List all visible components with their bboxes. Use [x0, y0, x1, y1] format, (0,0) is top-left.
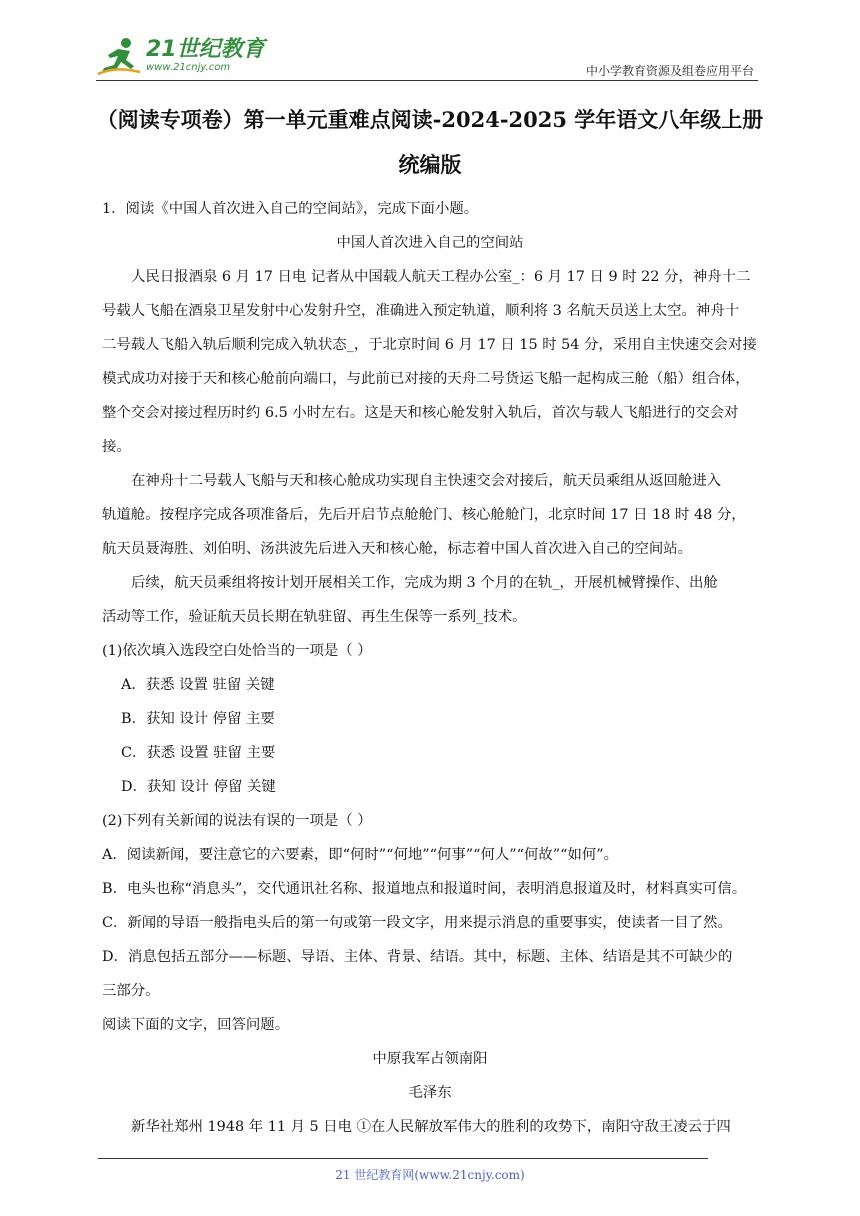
question-1-intro: 1．阅读《中国人首次进入自己的空间站》，完成下面小题。 [102, 201, 479, 217]
article-1-paragraph-2-line: 在神舟十二号载人飞船与天和核心舱成功实现自主快速交会对接后，航天员乘组从返回舱进入 [131, 473, 722, 489]
page-header [96, 36, 758, 80]
subquestion-2-option-b[interactable]: B．电头也称“消息头”，交代通讯社名称、报道地点和报道时间，表明消息报道及时，材料真实可信。 [102, 881, 747, 897]
header-divider [96, 80, 758, 81]
article-1-paragraph-1-line: 号载人飞船在酒泉卫星发射中心发射升空，准确进入预定轨道，顺利将 3 名航天员送上太空。神舟十 [102, 303, 740, 319]
article-1-paragraph-2-line: 轨道舱。按程序完成各项准备后，先后开启节点舱舱门、核心舱舱门，北京时间 17 日 18 时 48 分， [102, 507, 746, 523]
subquestion-2-option-d[interactable]: D．消息包括五部分——标题、导语、主体、背景、结语。其中，标题、主体、结语是其不可缺少的 [102, 949, 733, 965]
logo-brand-text: 21世纪教育 [146, 37, 265, 62]
article-1-paragraph-1-line: 整个交会对接过程历时约 6.5 小时左右。这是天和核心舱发射入轨后，首次与载人飞船进行的交会对 [102, 405, 739, 421]
article-1-paragraph-3-line: 活动等工作，验证航天员长期在轨驻留、再生生保等一系列_技术。 [102, 609, 527, 625]
article-1-title: 中国人首次进入自己的空间站 [336, 235, 524, 251]
subquestion-2-option-d-continued: 三部分。 [102, 983, 160, 999]
subquestion-1-option-b[interactable]: B．获知 设计 停留 主要 [121, 711, 275, 727]
document-title-line1: （阅读专项卷）第一单元重难点阅读-2024-2025 学年语文八年级上册 [96, 107, 764, 132]
footer-divider [98, 1158, 708, 1159]
subquestion-1-option-a[interactable]: A．获悉 设置 驻留 关键 [121, 677, 275, 693]
platform-slogan: 中小学教育资源及组卷应用平台 [585, 64, 754, 78]
article-1-paragraph-2-line: 航天员聂海胜、刘伯明、汤洪波先后进入天和核心舱，标志着中国人首次进入自己的空间站。 [102, 541, 693, 557]
subquestion-2-option-c[interactable]: C．新闻的导语一般指电头后的第一句或第一段文字，用来提示消息的重要事实，使读者一目了然。 [102, 915, 732, 931]
article-2-paragraph-1-line: 新华社郑州 1948 年 11 月 5 日电 ①在人民解放军伟大的胜利的攻势下，南阳守敌王凌云于四 [131, 1119, 731, 1135]
subquestion-1-option-c[interactable]: C．获悉 设置 驻留 主要 [121, 745, 276, 761]
article-1-paragraph-1-line: 模式成功对接于天和核心舱前向端口，与此前已对接的天舟二号货运飞船一起构成三舱（船）组合体， [102, 371, 750, 387]
subquestion-1-option-d[interactable]: D．获知 设计 停留 关键 [121, 779, 276, 795]
document-title-line2: 统编版 [398, 152, 462, 177]
article-1-paragraph-1-line: 接。 [102, 439, 131, 455]
article-1-paragraph-1-line: 二号载人飞船入轨后顺利完成入轨状态_，于北京时间 6 月 17 日 15 时 54 分，采用自主快速交会对接 [102, 337, 757, 353]
question-2-intro: 阅读下面的文字，回答问题。 [102, 1017, 290, 1033]
runner-logo-icon [96, 36, 144, 76]
logo-url-text: www.21cnjy.com [146, 62, 231, 73]
article-1-paragraph-1-line: 人民日报酒泉 6 月 17 日电 记者从中国载人航天工程办公室_：6 月 17 日 9 时 22 分，神舟十二 [131, 269, 751, 285]
article-2-author: 毛泽东 [408, 1085, 452, 1101]
subquestion-1-stem: (1)依次填入选段空白处恰当的一项是（ ） [102, 643, 372, 659]
footer-link[interactable]: 21 世纪教育网(www.21cnjy.com) [335, 1168, 525, 1182]
article-1-paragraph-3-line: 后续，航天员乘组将按计划开展相关工作，完成为期 3 个月的在轨_，开展机械臂操作、出舱 [131, 575, 718, 591]
subquestion-2-option-a[interactable]: A．阅读新闻，要注意它的六要素，即“何时”“何地”“何事”“何人”“何故”“如何”。 [102, 847, 619, 863]
subquestion-2-stem: (2)下列有关新闻的说法有误的一项是（ ） [102, 813, 372, 829]
site-logo[interactable] [96, 36, 265, 76]
article-2-title: 中原我军占领南阳 [372, 1051, 488, 1067]
